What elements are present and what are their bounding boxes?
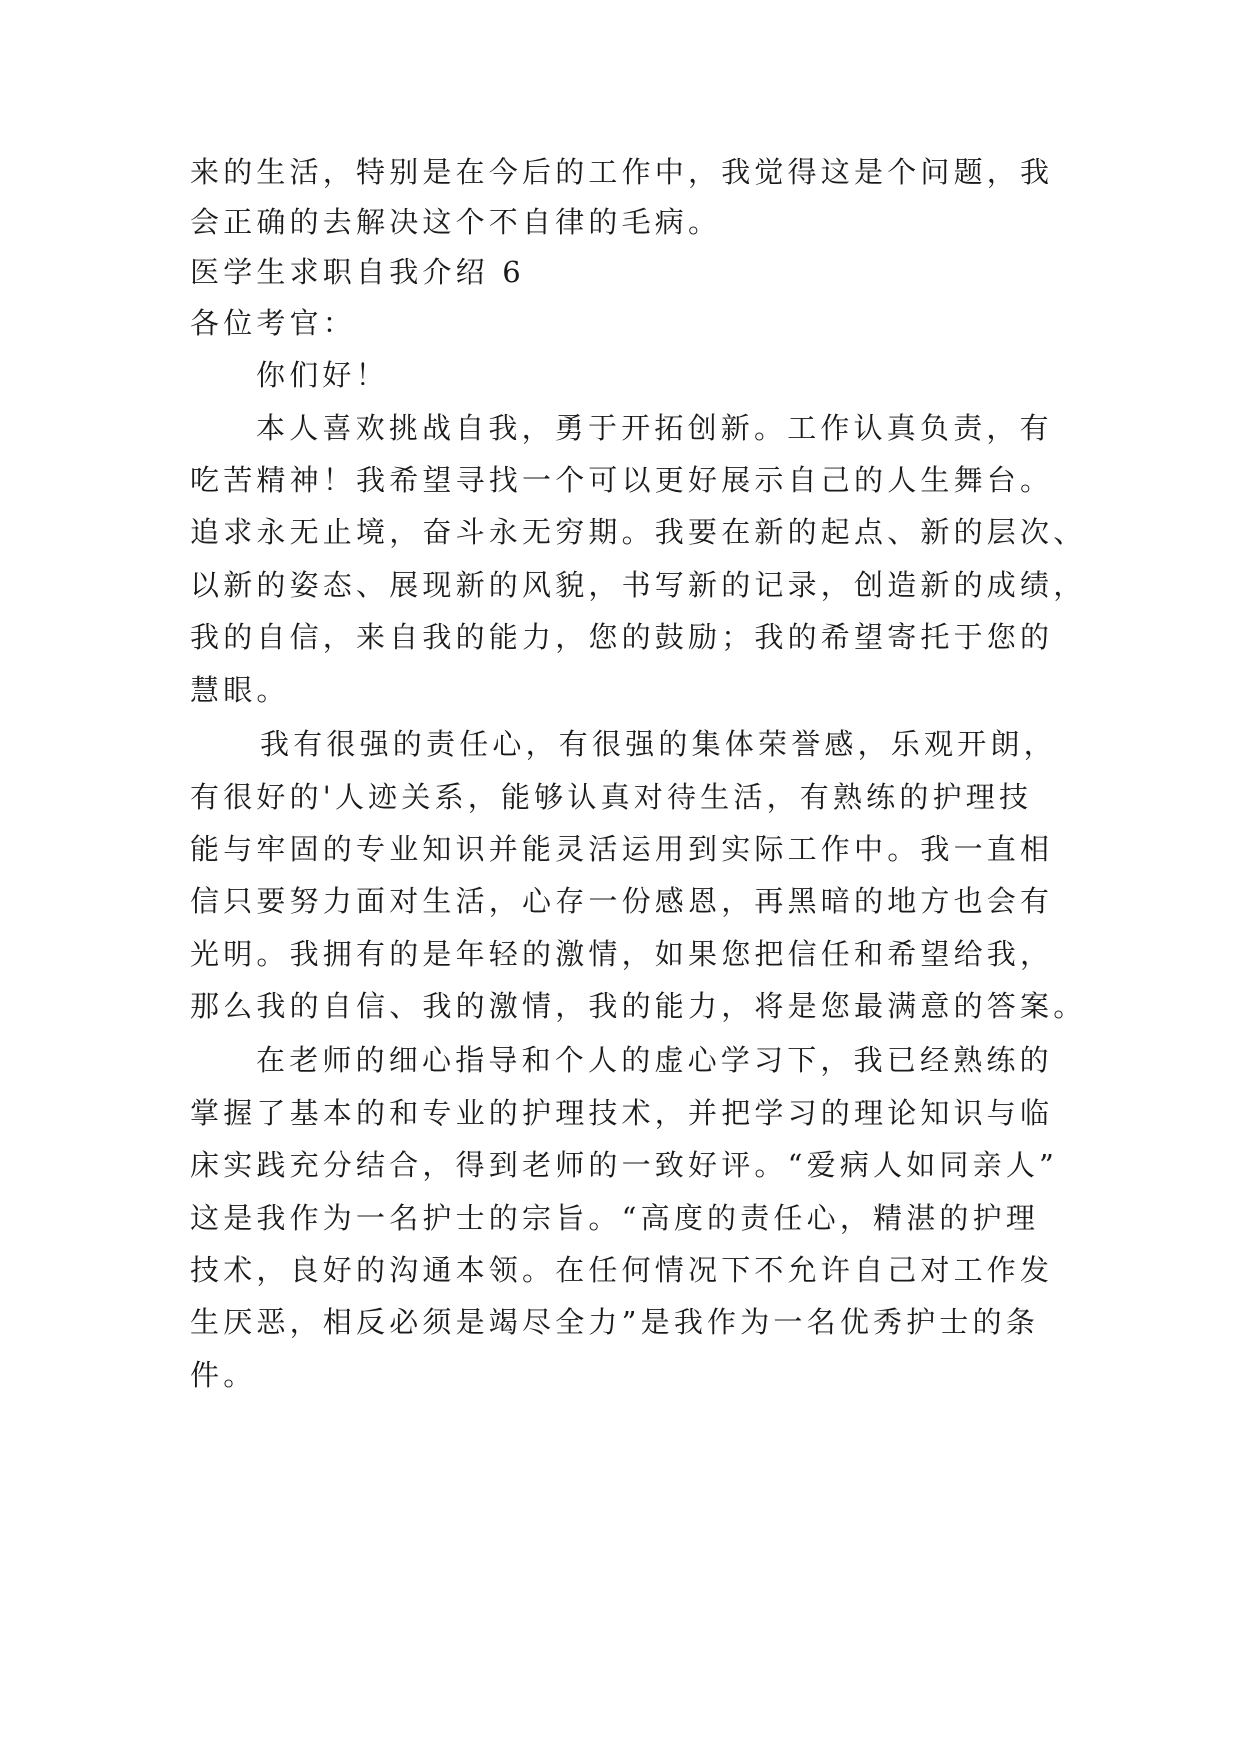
paragraph-line: 追求永无止境，奋斗永无穷期。我要在新的起点、新的层次、 [190, 515, 1087, 549]
paragraph-line: 以新的姿态、展现新的风貌，书写新的记录，创造新的成绩， [190, 568, 1087, 602]
paragraph-line: 这是我作为一名护士的宗旨。“高度的责任心，精湛的护理 [190, 1201, 1040, 1235]
paragraph-line: 那么我的自信、我的激情，我的能力，将是您最满意的答案。 [190, 989, 1087, 1023]
greeting: 你们好！ [256, 358, 389, 392]
paragraph-line: 本人喜欢挑战自我，勇于开拓创新。工作认真负责，有 [256, 411, 1053, 445]
paragraph-line: 件。 [190, 1358, 257, 1392]
paragraph-line: 掌握了基本的和专业的护理技术，并把学习的理论知识与临 [190, 1096, 1054, 1130]
paragraph-line: 有很好的'人迹关系，能够认真对待生活，有熟练的护理技 [190, 780, 1033, 814]
paragraph-line: 光明。我拥有的是年轻的激情，如果您把信任和希望给我， [190, 937, 1054, 971]
paragraph-line: 慧眼。 [190, 673, 290, 707]
paragraph-line: 技术，良好的沟通本领。在任何情况下不允许自己对工作发 [190, 1253, 1054, 1287]
paragraph-line: 生厌恶，相反必须是竭尽全力”是我作为一名优秀护士的条 [190, 1305, 1040, 1339]
paragraph-line: 我的自信，来自我的能力，您的鼓励；我的希望寄托于您的 [190, 620, 1054, 654]
paragraph-line: 床实践充分结合，得到老师的一致好评。“爱病人如同亲人” [190, 1148, 1059, 1182]
paragraph-line: 吃苦精神！我希望寻找一个可以更好展示自己的人生舞台。 [190, 463, 1054, 497]
paragraph-line: 信只要努力面对生活，心存一份感恩，再黑暗的地方也会有 [190, 884, 1054, 918]
paragraph-line: 能与牢固的专业知识并能灵活运用到实际工作中。我一直相 [190, 832, 1054, 866]
paragraph-line: 会正确的去解决这个不自律的毛病。 [190, 205, 722, 239]
salutation: 各位考官： [190, 306, 357, 340]
paragraph-line: 在老师的细心指导和个人的虚心学习下，我已经熟练的 [256, 1043, 1053, 1077]
section-heading: 医学生求职自我介绍 6 [190, 255, 525, 289]
paragraph-line: 来的生活，特别是在今后的工作中，我觉得这是个问题，我 [190, 155, 1054, 189]
paragraph-line: 我有很强的责任心，有很强的集体荣誉感，乐观开朗， [260, 727, 1057, 761]
